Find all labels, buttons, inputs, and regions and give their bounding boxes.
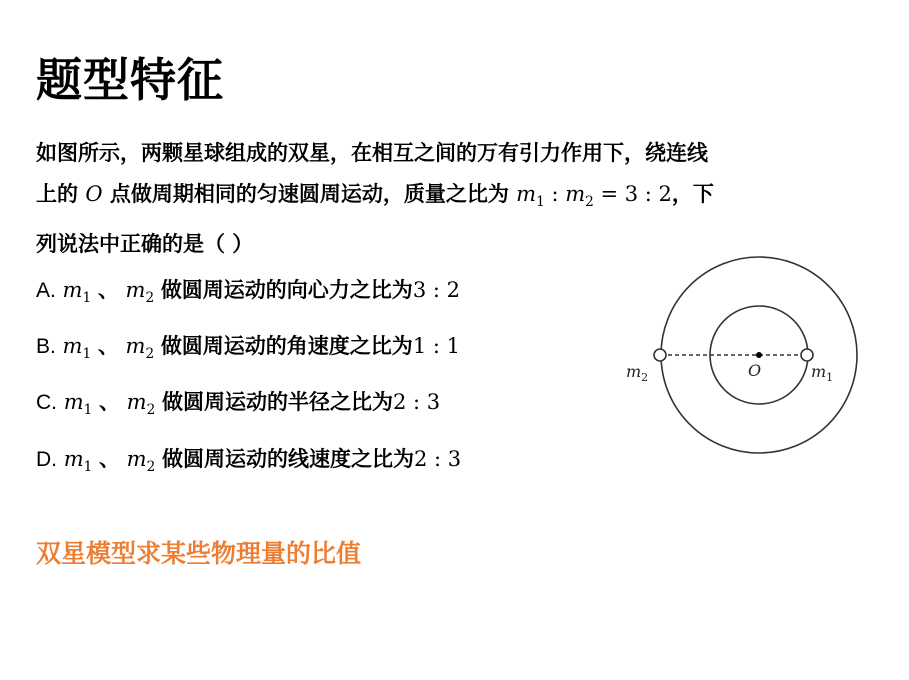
option-m1: $m_1$ <box>62 334 92 363</box>
option-ratio: 3 : 2 <box>412 278 460 302</box>
option-separator: 、 <box>97 333 119 359</box>
option-m1: $m_1$ <box>63 390 93 419</box>
question-line-1: 如图所示，两颗星球组成的双星，在相互之间的万有引力作用下，绕连线 <box>36 140 708 165</box>
option-separator: 、 <box>98 389 120 415</box>
option-letter: A. <box>36 279 56 302</box>
ratio-m2: $m_2$ <box>565 182 594 211</box>
ratio-separator: : <box>544 182 566 206</box>
question-line-2 <box>36 173 896 223</box>
option-ratio: 2 : 3 <box>392 390 441 415</box>
ratio-m1: $m_1$ <box>516 182 545 211</box>
page-title: 题型特征 <box>36 53 224 107</box>
binary-star-diagram <box>618 253 908 463</box>
option-separator: 、 <box>97 277 119 302</box>
ratio-value: = 3 : 2 <box>593 182 672 206</box>
question-line2-end: ，下 <box>671 181 714 206</box>
question-line-3: 列说法中正确的是（ ） <box>36 231 254 257</box>
topic-highlight: 双星模型求某些物理量的比值 <box>36 539 362 568</box>
star-m1 <box>801 349 813 361</box>
option-letter: C. <box>36 391 57 415</box>
option-text: 做圆周运动的向心力之比为 <box>160 277 413 302</box>
label-o: O <box>748 361 762 380</box>
option-letter: D. <box>36 447 57 471</box>
label-m1: $m_1$ <box>811 362 834 384</box>
option-ratio: 2 : 3 <box>413 446 462 471</box>
question-text <box>36 132 896 264</box>
option-separator: 、 <box>98 445 120 471</box>
option-m1: $m_1$ <box>63 446 93 475</box>
question-line2-start: 上的 <box>36 181 78 206</box>
option-text: 做圆周运动的线速度之比为 <box>161 445 414 471</box>
answer-options <box>36 266 461 491</box>
option-b[interactable] <box>36 322 461 378</box>
question-line2-middle: 点做周期相同的匀速圆周运动，质量之比为 <box>109 181 509 206</box>
option-m1: $m_1$ <box>62 278 92 307</box>
label-m2: $m_2$ <box>626 362 649 384</box>
option-m2: $m_2$ <box>125 278 155 307</box>
option-letter: B. <box>36 335 56 359</box>
option-text: 做圆周运动的角速度之比为 <box>160 333 413 359</box>
option-m2: $m_2$ <box>126 446 156 475</box>
option-c[interactable] <box>36 378 461 434</box>
star-m2 <box>654 349 666 361</box>
option-m2: $m_2$ <box>125 334 155 363</box>
option-ratio: 1 : 1 <box>412 334 460 359</box>
option-d[interactable] <box>36 435 461 491</box>
center-point-o <box>756 352 762 358</box>
option-m2: $m_2$ <box>126 390 156 419</box>
option-text: 做圆周运动的半径之比为 <box>161 389 393 415</box>
point-o-symbol: O <box>85 182 103 206</box>
option-a[interactable] <box>36 266 461 322</box>
